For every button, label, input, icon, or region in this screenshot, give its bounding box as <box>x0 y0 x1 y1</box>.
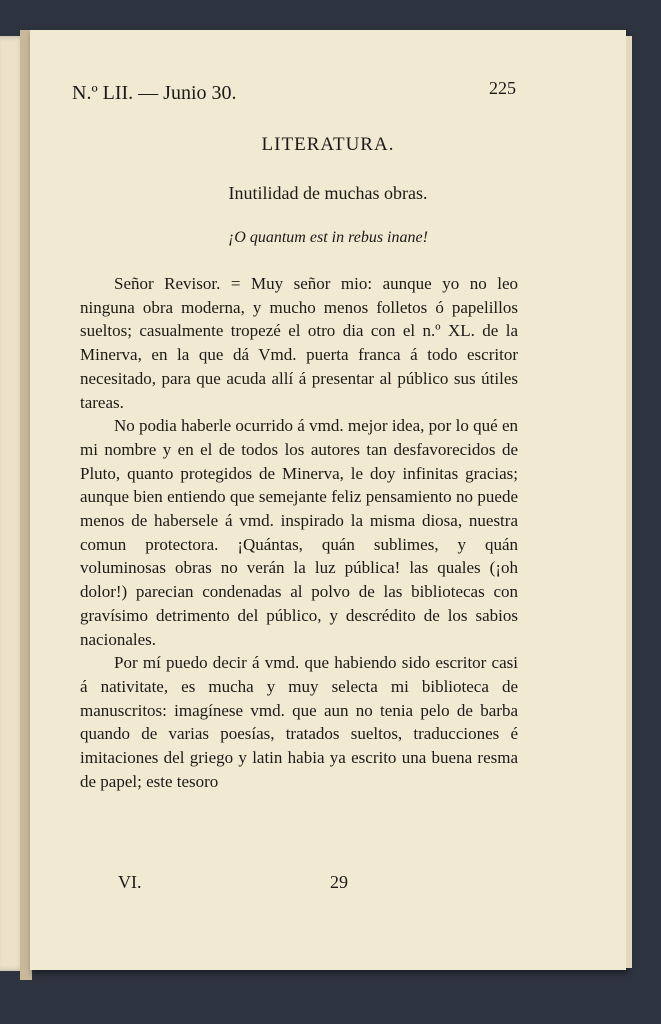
page-number: 225 <box>489 78 516 98</box>
book-page <box>30 30 626 970</box>
paragraph: Señor Revisor. = Muy señor mio: aunque yo no leo ninguna obra moderna, y mucho menos folletos ó papelillos sueltos; casualmente tropezé el otro dia con el n.º XL. de la Minerva, en la que dá Vmd. puerta franca á todo escritor necesitado, para que acuda allí á presentar al público sus útiles tareas. <box>80 274 518 412</box>
section-title: LITERATURA. <box>261 134 395 155</box>
page-edge <box>626 36 632 968</box>
article-body <box>80 272 518 793</box>
paragraph: Por mí puedo decir á vmd. que habiendo sido escritor casi á nativitate, es mucha y muy selecta mi biblioteca de manuscritos: imagínese vmd. que aun no tenia pelo de barba quando de varias poesías, tratados sueltos, traducciones é imitaciones del griego y latin habia ya escrito una buena resma de papel; este tesoro <box>80 653 518 791</box>
sheet-number: 29 <box>330 872 348 892</box>
signature-mark: VI. <box>118 872 142 892</box>
paragraph: No podia haberle ocurrido á vmd. mejor idea, por lo qué en mi nombre y en el de todos los autores tan desfavorecidos de Pluto, quanto protegidos de Minerva, le doy infinitas gracias; aunque bien entiendo que semejante feliz pensamiento no puede menos de habersele á vmd. inspirado la misma diosa, nuestra comun protectora. ¡Quántas, quán sublimes, y quán voluminosas obras no verán la luz pública! las quales (¡oh dolor!) parecian condenadas al polvo de las bibliotecas con gravísimo detrimento del público, y descrédito de los sabios nacionales. <box>80 416 518 649</box>
issue-label: N.º LII. — Junio 30. <box>72 82 237 104</box>
article-title: Inutilidad de muchas obras. <box>228 183 428 203</box>
epigraph: ¡O quantum est in rebus inane! <box>228 229 428 246</box>
